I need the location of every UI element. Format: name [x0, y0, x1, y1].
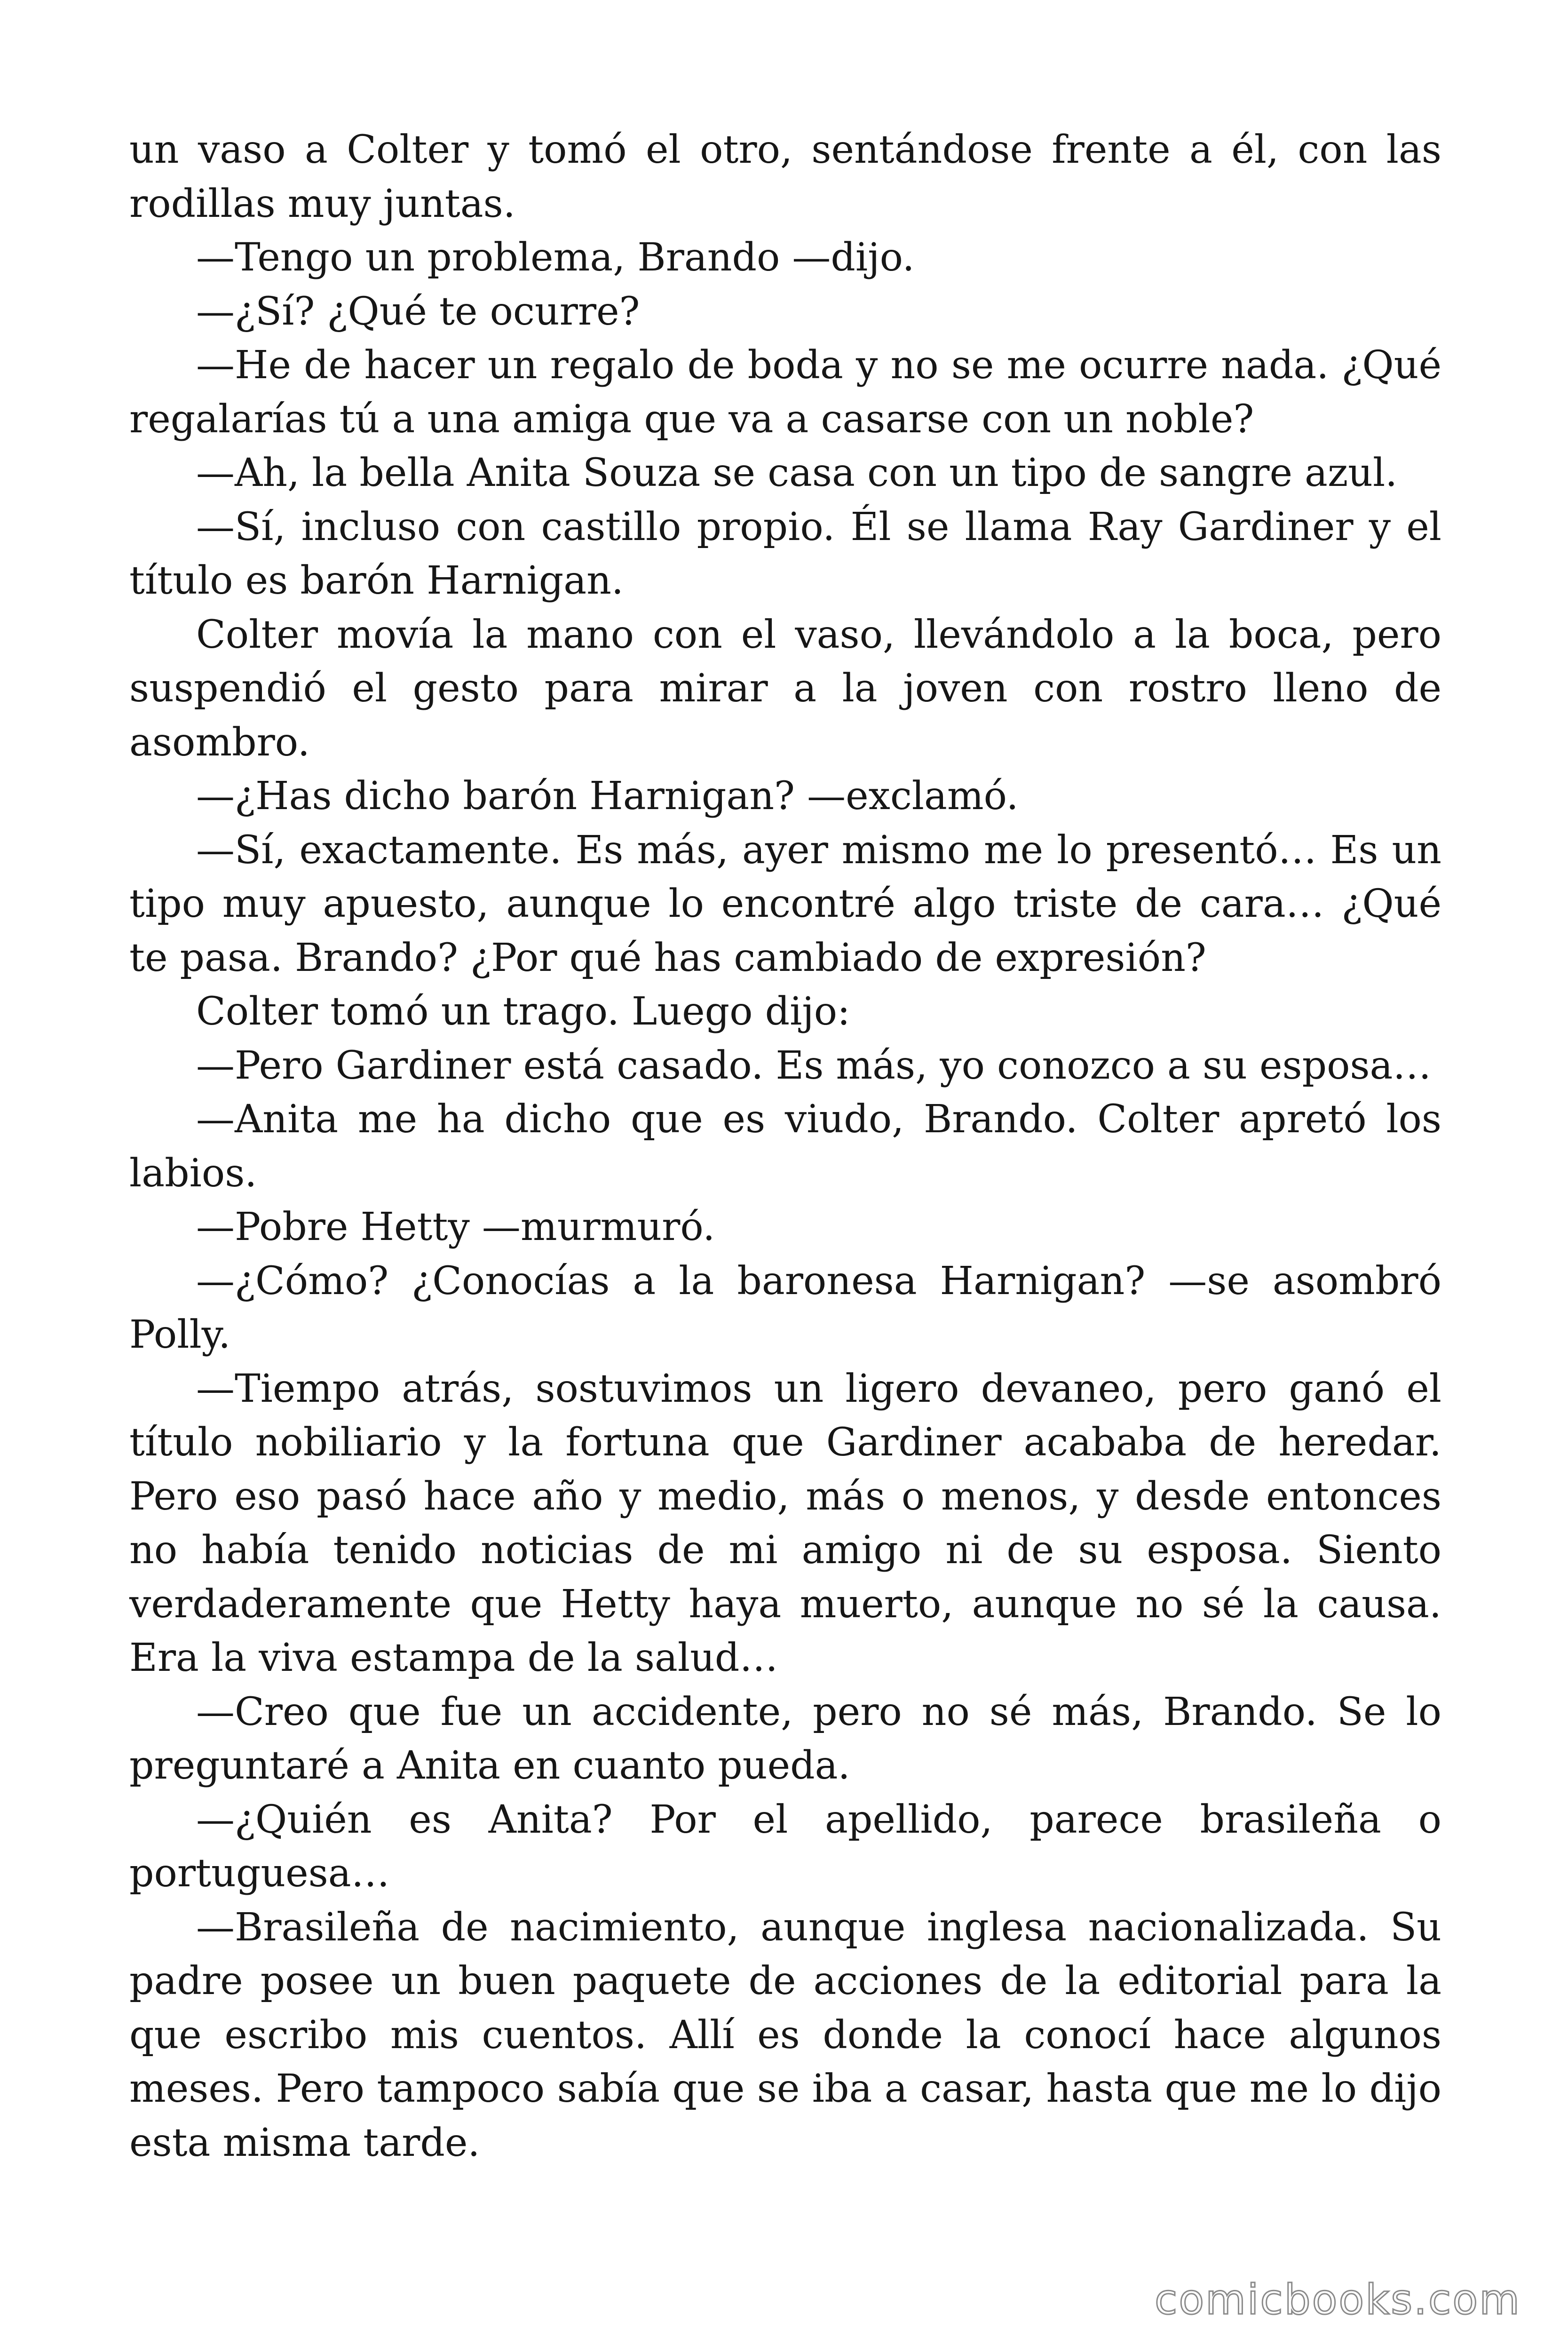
paragraph: —¿Cómo? ¿Conocías a la baronesa Harnigan? —se asombró Polly.: [129, 1258, 1441, 1357]
paragraph: Colter tomó un trago. Luego dijo:: [196, 989, 850, 1034]
paragraph-continuation: un vaso a Colter y tomó el otro, sentándose frente a él, con las rodillas muy juntas.: [129, 127, 1441, 226]
paragraph: —Brasileña de nacimiento, aunque inglesa nacionalizada. Su padre posee un buen paquete de acciones de la editorial para la que escribo mis cuentos. Allí es donde la conocí hace algunos meses. Pero tampoco sabía que se iba a casar, hasta que me lo dijo esta misma tarde.: [129, 1905, 1441, 2165]
paragraph: —Sí, incluso con castillo propio. Él se llama Ray Gardiner y el título es barón Harnigan.: [129, 504, 1441, 603]
paragraph: —Tengo un problema, Brando —dijo.: [196, 235, 915, 280]
paragraph: Colter movía la mano con el vaso, llevándolo a la boca, pero suspendió el gesto para mirar a la joven con rostro lleno de asombro.: [129, 612, 1441, 765]
paragraph: —He de hacer un regalo de boda y no se me ocurre nada. ¿Qué regalarías tú a una amiga que va a casarse con un noble?: [129, 343, 1441, 442]
watermark: comicbooks.com: [1154, 2275, 1521, 2324]
paragraph: —¿Has dicho barón Harnigan? —exclamó.: [196, 774, 1019, 818]
paragraph: —Pobre Hetty —murmuró.: [196, 1205, 715, 1249]
paragraph: —Pero Gardiner está casado. Es más, yo conozco a su esposa…: [196, 1043, 1432, 1088]
paragraph: —¿Sí? ¿Qué te ocurre?: [196, 289, 640, 334]
book-page-text: [129, 123, 1441, 2170]
paragraph: —¿Quién es Anita? Por el apellido, parece brasileña o portuguesa…: [129, 1797, 1441, 1896]
paragraph: —Ah, la bella Anita Souza se casa con un tipo de sangre azul.: [196, 451, 1398, 495]
paragraph: —Creo que fue un accidente, pero no sé más, Brando. Se lo preguntaré a Anita en cuanto pueda.: [129, 1689, 1441, 1788]
paragraph: —Anita me ha dicho que es viudo, Brando. Colter apretó los labios.: [129, 1097, 1441, 1196]
paragraph: —Tiempo atrás, sostuvimos un ligero devaneo, pero ganó el título nobiliario y la fortuna que Gardiner acababa de heredar. Pero eso pasó hace año y medio, más o menos, y desde entonces no había tenido noticias de mi amigo ni de su esposa. Siento verdaderamente que Hetty haya muerto, aunque no sé la causa. Era la viva estampa de la salud…: [129, 1366, 1441, 1680]
paragraph: —Sí, exactamente. Es más, ayer mismo me lo presentó… Es un tipo muy apuesto, aunque lo encontré algo triste de cara… ¿Qué te pasa. Brando? ¿Por qué has cambiado de expresión?: [129, 827, 1441, 980]
